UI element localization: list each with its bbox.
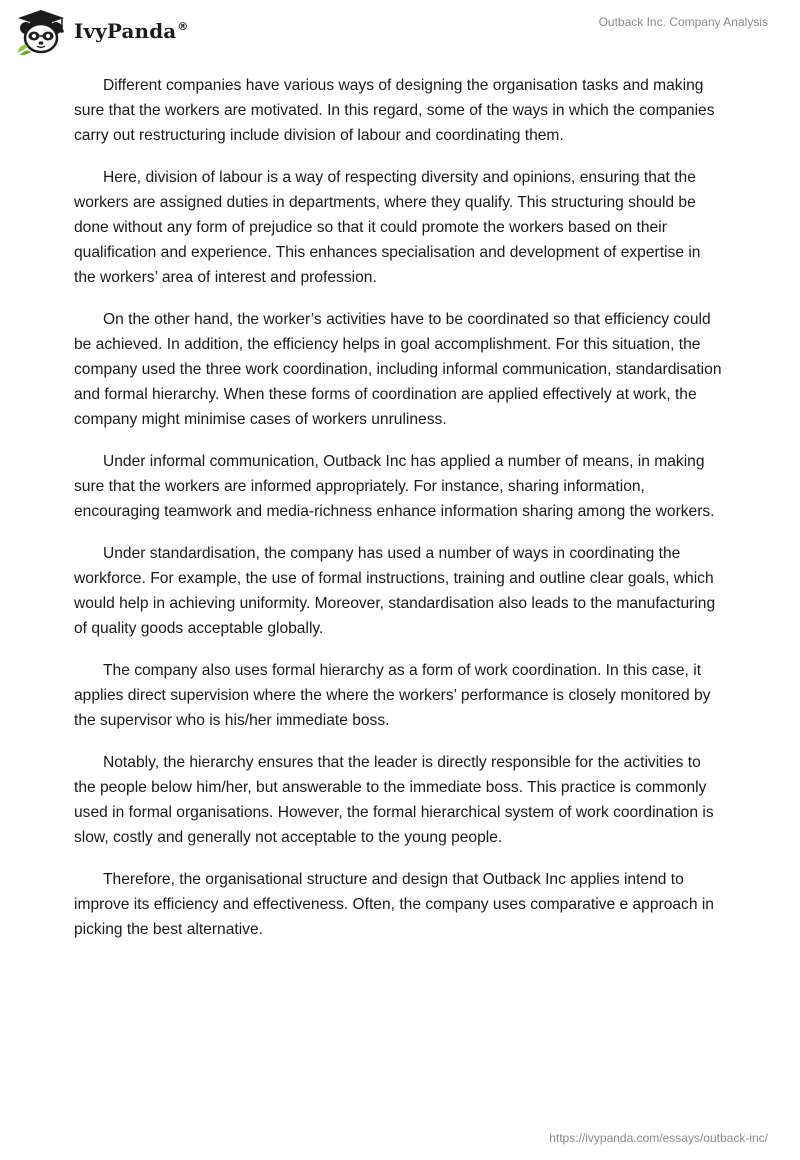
paragraph: Notably, the hierarchy ensures that the leader is directly responsible for the activities to the people below him/her, but answerable to the immediate boss. This practice is commonly used in formal organisations. However, the formal hierarchical system of work coordination is slow, costly and generally not acceptable to the young people.	[74, 754, 714, 846]
paragraph: Different companies have various ways of designing the organisation tasks and making sure that the workers are motivated. In this regard, some of the ways in which the companies carry out restructuring include division of labour and coordinating them.	[74, 77, 715, 144]
paragraph: The company also uses formal hierarchy as a form of work coordination. In this case, it applies direct supervision where the where the workers’ performance is closely monitored by the supervisor who is his/her immediate boss.	[74, 662, 711, 729]
paragraph: On the other hand, the worker’s activities have to be coordinated so that efficiency could be achieved. In addition, the efficiency helps in goal accomplishment. For this situation, the company used the three work coordination, including informal communication, standardisation and formal hierarchy. When these forms of coordination are applied effectively at work, the company might minimise cases of workers unruliness.	[74, 311, 722, 428]
brand-name	[74, 19, 188, 43]
paragraph: Under standardisation, the company has used a number of ways in coordinating the workforce. For example, the use of formal instructions, training and outline clear goals, which would help in achieving uniformity. Moreover, standardisation also leads to the manufacturing of quality goods acceptable globally.	[74, 545, 716, 637]
essay-body	[74, 73, 726, 959]
panda-graduate-icon	[14, 8, 68, 56]
paragraph: Under informal communication, Outback Inc has applied a number of means, in making sure that the workers are informed appropriately. For instance, sharing information, encouraging teamwork and media-richness enhance information sharing among the workers.	[74, 453, 715, 520]
paragraph: Therefore, the organisational structure and design that Outback Inc applies intend to improve its efficiency and effectiveness. Often, the company uses comparative e approach in picking the best alternative.	[74, 871, 714, 938]
document-title: Outback Inc. Company Analysis	[598, 15, 768, 29]
registered-mark: ®	[177, 20, 189, 34]
paragraph: Here, division of labour is a way of respecting diversity and opinions, ensuring that the workers are assigned duties in departments, where they qualify. This structuring should be done without any form of prejudice so that it could promote the workers based on their qualification and experience. This enhances specialisation and development of expertise in the workers’ area of interest and profession.	[74, 169, 701, 286]
brand-name-text: IvyPanda	[74, 19, 177, 43]
ivypanda-logo[interactable]	[14, 8, 188, 56]
page-header	[0, 0, 800, 64]
source-url[interactable]: https://ivypanda.com/essays/outback-inc/	[549, 1131, 768, 1145]
